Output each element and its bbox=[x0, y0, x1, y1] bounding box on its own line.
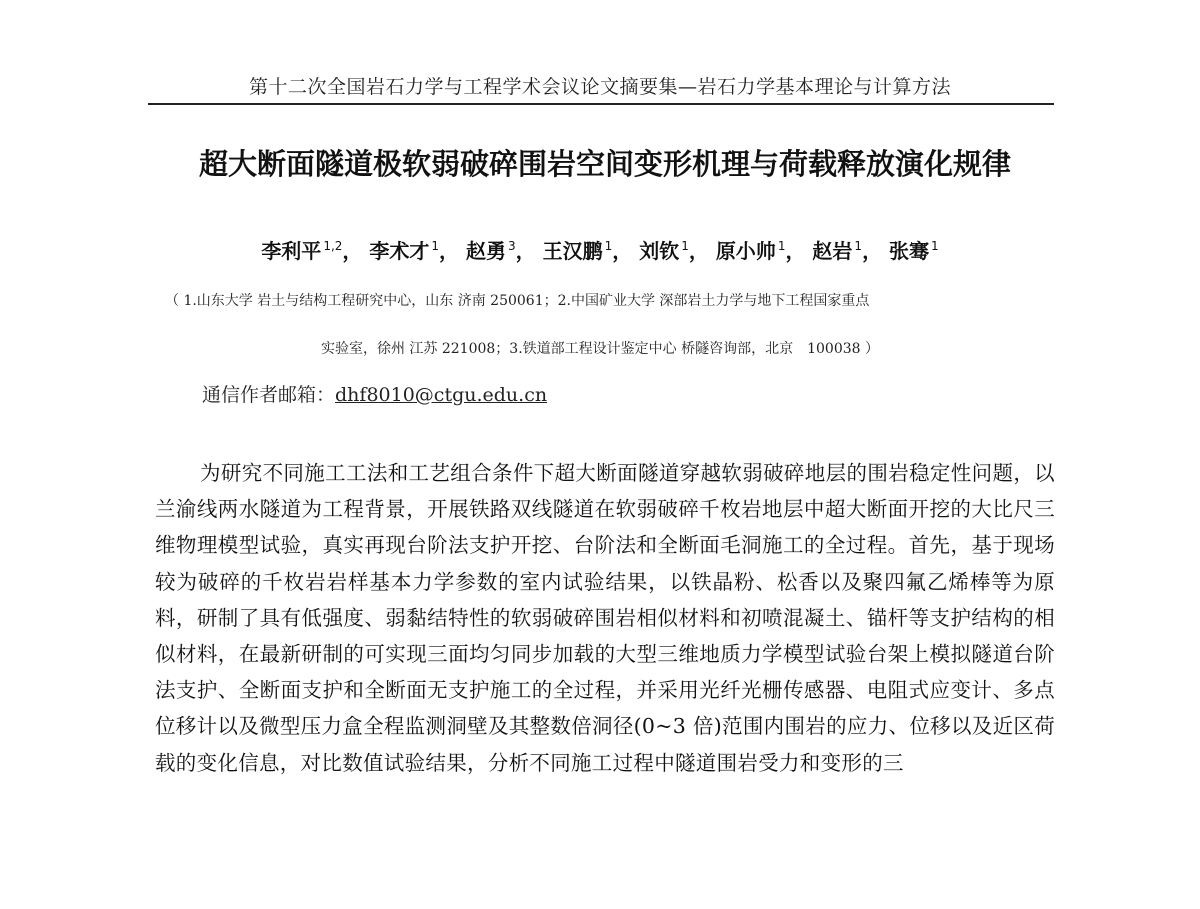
author: 李利平 $^{1,2}$， bbox=[261, 239, 363, 263]
author: 李术才 $^1$， bbox=[369, 239, 460, 263]
header-rule bbox=[148, 103, 1054, 105]
author: 原小帅 $^1$， bbox=[715, 239, 806, 263]
email-label: 通信作者邮箱： bbox=[202, 384, 336, 406]
author: 赵岩 $^1$， bbox=[812, 239, 883, 263]
author: 张骞 $^1$ bbox=[889, 239, 939, 263]
correspondence-email bbox=[202, 380, 547, 407]
affiliation-line-1: （ 1.山东大学 岩土与结构工程研究中心，山东 济南 250061；2.中国矿业大学 深部岩土力学与地下工程国家重点 bbox=[165, 293, 870, 309]
abstract-text: 为研究不同施工工法和工艺组合条件下超大断面隧道穿越软弱破碎地层的围岩稳定性问题，以兰渝线两水隧道为工程背景，开展铁路双线隧道在软弱破碎千枚岩地层中超大断面开挖的大比尺三维物理模型试验，真实再现台阶法支护开挖、台阶法和全断面毛洞施工的全过程。首先，基于现场较为破碎的千枚岩岩样基本力学参数的室内试验结果，以铁晶粉、松香以及聚四氟乙烯棒等为原料，研制了具有低强度、弱黏结特性的软弱破碎围岩相似材料和初喷混凝土、锚杆等支护结构的相似材料，在最新研制的可实现三面均匀同步加载的大型三维地质力学模型试验台架上模拟隧道台阶法支护、全断面支护和全断面无支护施工的全过程，并采用光纤光栅传感器、电阻式应变计、多点位移计以及微型压力盒全程监测洞壁及其整数倍洞径(0~3 倍)范围内围岩的应力、位移以及近区荷载的变化信息，对比数值试验结果，分析不同施工过程中隧道围岩受力和变形的三 bbox=[155, 461, 1055, 775]
author: 赵勇 $^3$， bbox=[465, 239, 536, 263]
author: 刘钦 $^1$， bbox=[639, 239, 709, 263]
author-list bbox=[150, 235, 1050, 264]
email-link[interactable]: dhf8010@ctgu.edu.cn bbox=[335, 384, 548, 406]
affiliation-line-2: 实验室，徐州 江苏 221008；3.铁道部工程设计鉴定中心 桥隧咨询部，北京 100038 ） bbox=[320, 341, 880, 357]
author: 王汉鹏 $^1$， bbox=[542, 239, 633, 263]
paper-title: 超大断面隧道极软弱破碎围岩空间变形机理与荷载释放演化规律 bbox=[198, 147, 1011, 181]
running-header: 第十二次全国岩石力学与工程学术会议论文摘要集—岩石力学基本理论与计算方法 bbox=[248, 76, 951, 98]
